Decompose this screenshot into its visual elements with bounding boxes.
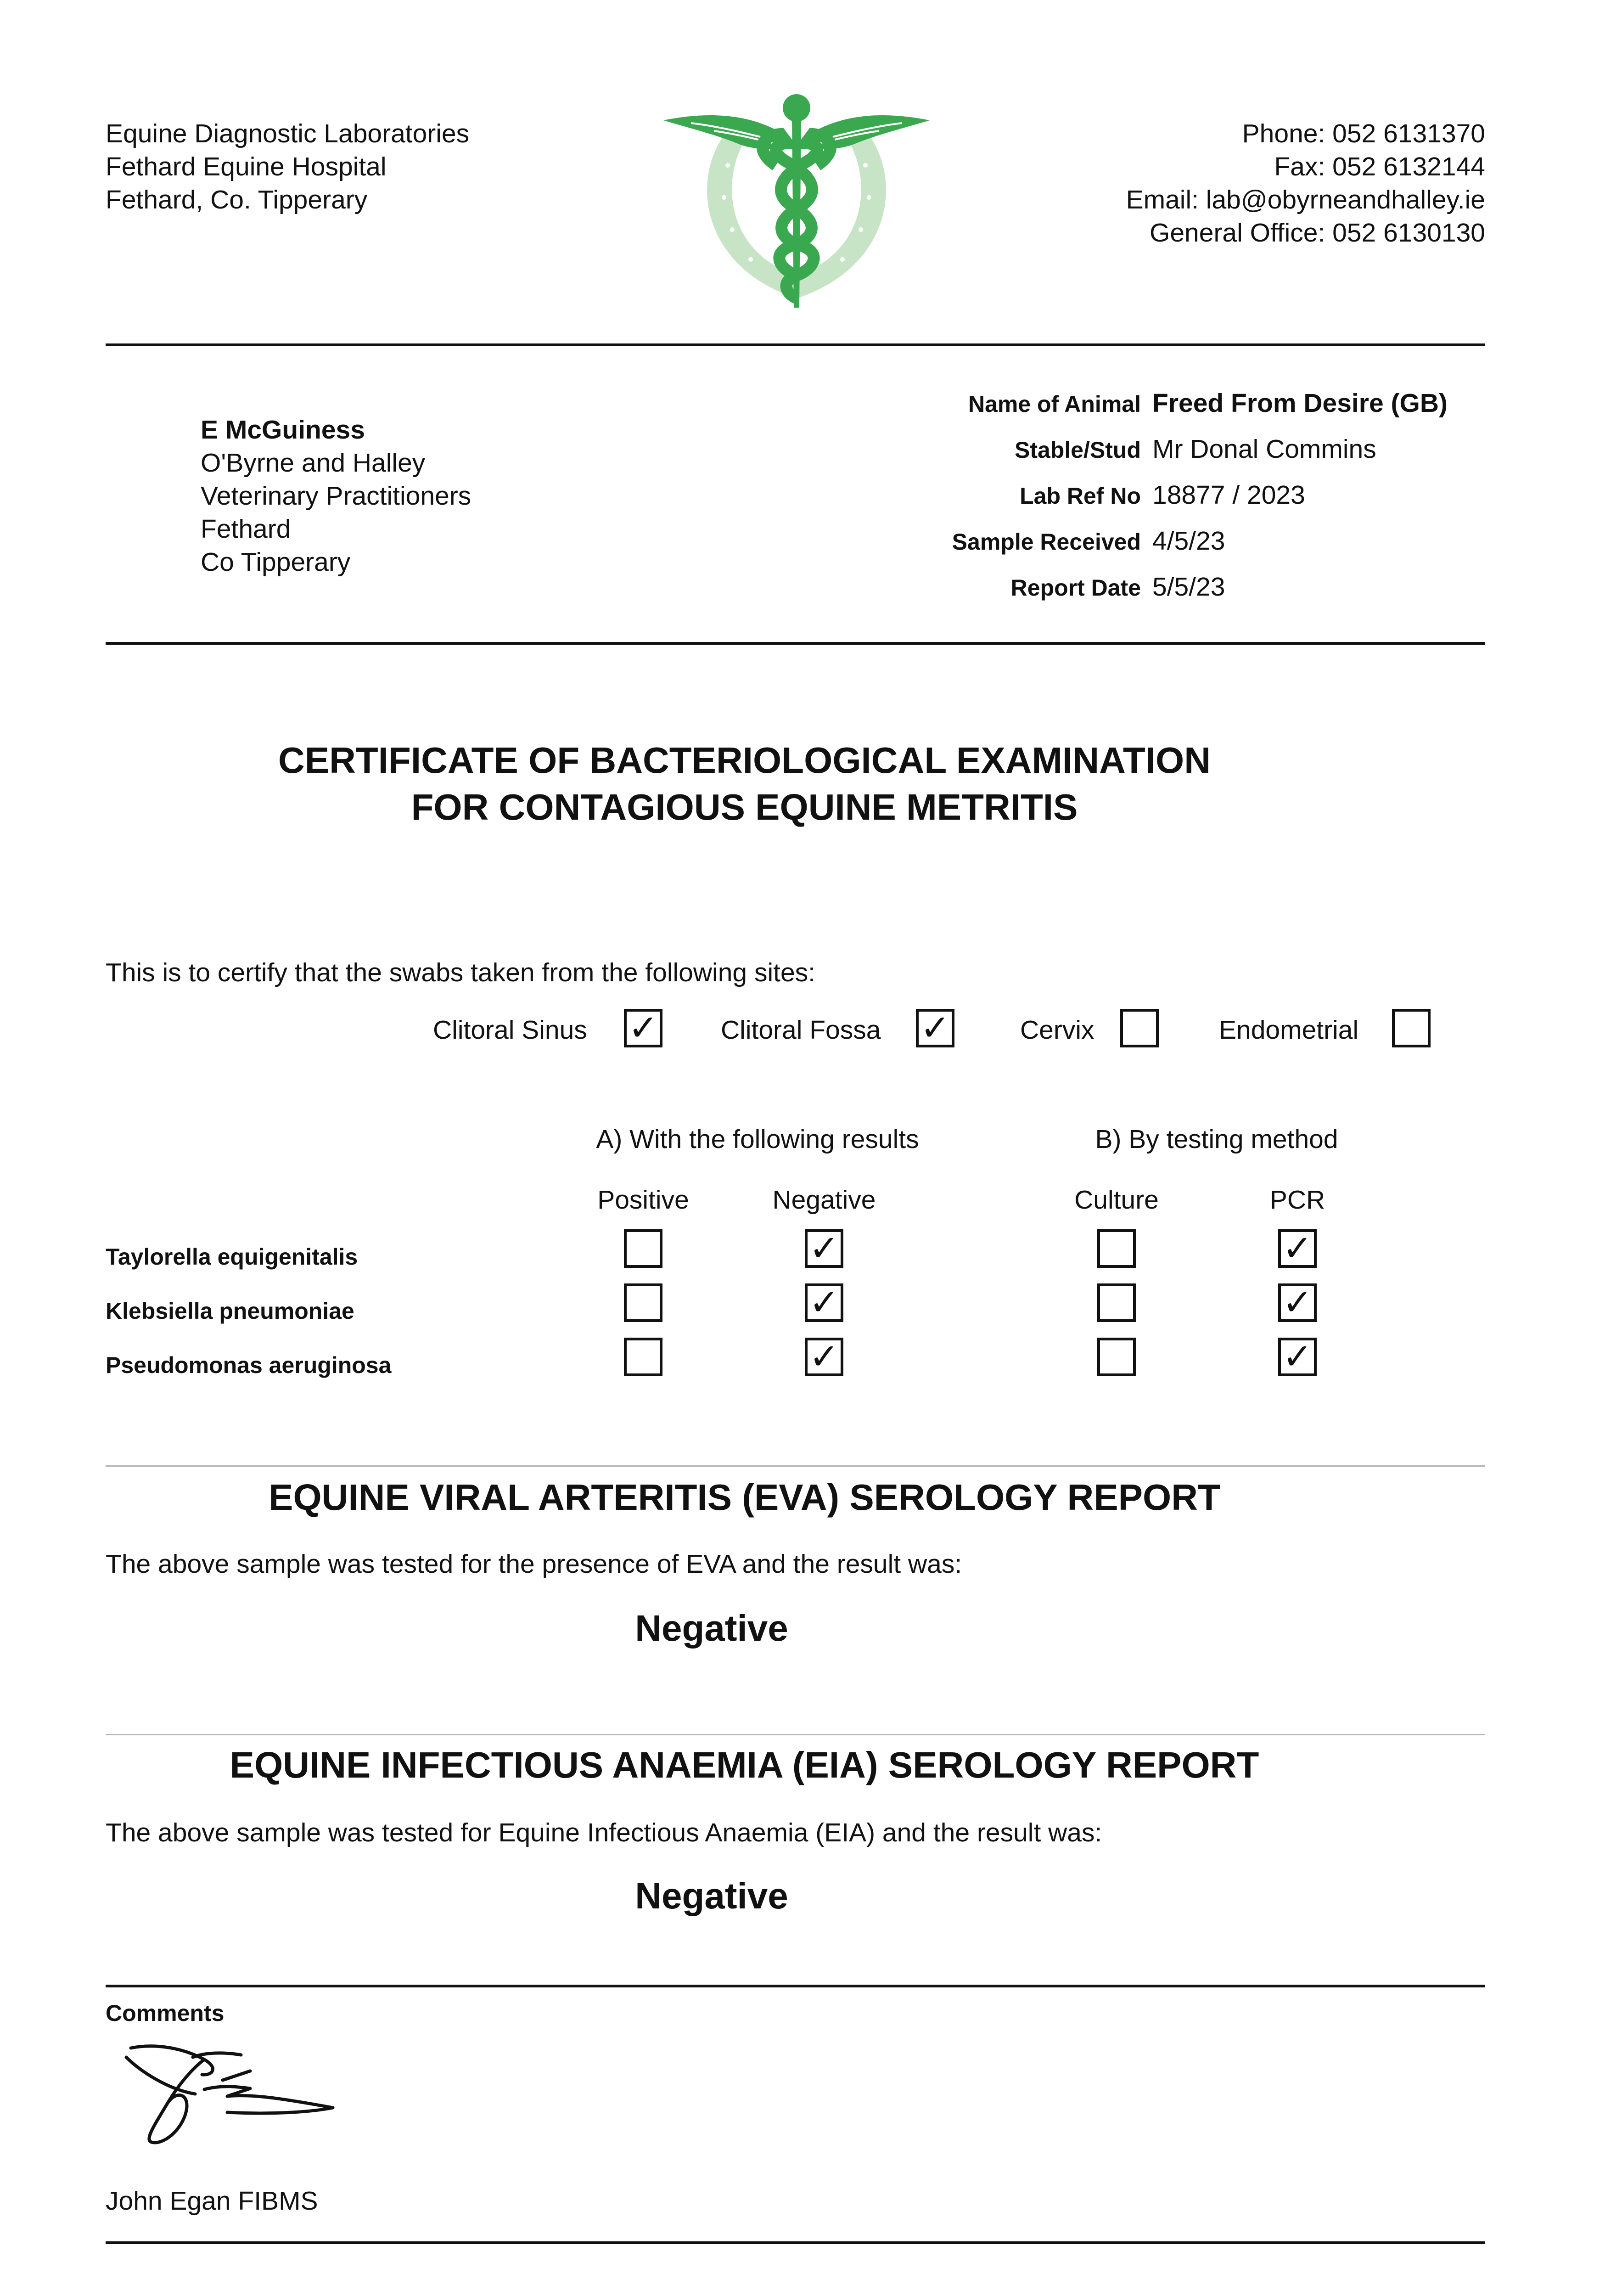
- checkbox-culture[interactable]: [1097, 1338, 1136, 1376]
- comments-label: Comments: [106, 2000, 224, 2026]
- eia-title-text: EQUINE INFECTIOUS ANAEMIA (EIA) SEROLOGY REPORT: [230, 1745, 1259, 1785]
- eia-title: [0, 1744, 1622, 1786]
- tick-icon: ✓: [809, 1336, 839, 1378]
- lab-address: [106, 117, 469, 216]
- intro-text: This is to certify that the swabs taken from the following sites:: [106, 958, 815, 987]
- recipient-address: [201, 413, 471, 579]
- site-label-clitoral-sinus: Clitoral Sinus: [433, 1015, 587, 1045]
- contact-line: General Office: 052 6130130: [1150, 218, 1485, 248]
- checkbox-culture[interactable]: [1097, 1283, 1136, 1322]
- eia-text: The above sample was tested for Equine Infectious Anaemia (EIA) and the result was:: [106, 1818, 1102, 1847]
- contact-line: Email: lab@obyrneandhalley.ie: [1126, 185, 1485, 214]
- checkbox-pcr[interactable]: [1278, 1338, 1317, 1376]
- animal-details: [799, 388, 1448, 618]
- eva-title: [0, 1476, 1622, 1519]
- checkbox-positive[interactable]: [624, 1283, 662, 1322]
- signature-icon: [112, 2039, 342, 2149]
- tick-icon: ✓: [628, 1007, 658, 1049]
- contact-line: Phone: 052 6131370: [1242, 119, 1485, 148]
- lab-address-line: Fethard Equine Hospital: [106, 152, 387, 181]
- recipient-line: O'Byrne and Halley: [201, 448, 426, 478]
- method-heading: B) By testing method: [1095, 1125, 1338, 1154]
- divider: [106, 2241, 1485, 2244]
- results-heading: A) With the following results: [596, 1125, 919, 1154]
- recipient-line: Veterinary Practitioners: [201, 481, 471, 511]
- stable-row: [799, 434, 1448, 480]
- divider: [106, 1465, 1485, 1467]
- divider: [106, 1985, 1485, 1987]
- site-checkbox-clitoral-fossa[interactable]: [916, 1009, 954, 1047]
- organism-taylorella: Taylorella equigenitalis: [106, 1244, 358, 1270]
- field-label: Report Date: [1010, 575, 1141, 601]
- tick-icon: ✓: [920, 1007, 950, 1049]
- site-checkbox-endometrial[interactable]: [1392, 1009, 1431, 1047]
- animal-name-row: [799, 388, 1448, 434]
- col-positive: Positive: [597, 1185, 689, 1215]
- caduceus-horseshoe-icon: [663, 83, 930, 312]
- certificate-title-line: CERTIFICATE OF BACTERIOLOGICAL EXAMINATION: [278, 740, 1211, 781]
- contact-line: Fax: 052 6132144: [1274, 152, 1485, 181]
- col-culture: Culture: [1074, 1185, 1159, 1215]
- site-checkbox-cervix[interactable]: [1120, 1009, 1159, 1047]
- organism-klebsiella: Klebsiella pneumoniae: [106, 1298, 354, 1324]
- signer-name: John Egan FIBMS: [106, 2186, 318, 2216]
- stable-value: Mr Donal Commins: [1152, 434, 1376, 464]
- lab-contact: [1126, 117, 1485, 249]
- eia-result: Negative: [635, 1875, 788, 1916]
- certificate-title-line: FOR CONTAGIOUS EQUINE METRITIS: [411, 787, 1078, 827]
- field-label: Stable/Stud: [1014, 437, 1141, 463]
- recipient-line: Fethard: [201, 514, 291, 544]
- field-label: Lab Ref No: [1020, 483, 1141, 509]
- checkbox-negative[interactable]: [805, 1338, 843, 1376]
- checkbox-pcr[interactable]: [1278, 1283, 1317, 1322]
- certificate-title: [0, 737, 1622, 831]
- site-label-clitoral-fossa: Clitoral Fossa: [721, 1015, 881, 1045]
- divider: [106, 343, 1485, 346]
- col-negative: Negative: [772, 1185, 876, 1215]
- field-label: Name of Animal: [968, 391, 1141, 417]
- animal-name: Freed From Desire (GB): [1152, 388, 1448, 418]
- eva-result: Negative: [635, 1608, 788, 1649]
- sample-received-row: [799, 526, 1448, 572]
- eva-text: The above sample was tested for the presence of EVA and the result was:: [106, 1549, 962, 1579]
- divider: [106, 1734, 1485, 1735]
- tick-icon: ✓: [1282, 1282, 1313, 1323]
- checkbox-positive[interactable]: [624, 1338, 662, 1376]
- tick-icon: ✓: [809, 1282, 839, 1323]
- lab-address-line: Fethard, Co. Tipperary: [106, 185, 368, 214]
- recipient-name: E McGuiness: [201, 415, 365, 445]
- lab-ref-row: [799, 480, 1448, 526]
- lab-ref-value: 18877 / 2023: [1152, 480, 1305, 510]
- field-label: Sample Received: [952, 529, 1141, 555]
- checkbox-negative[interactable]: [805, 1283, 843, 1322]
- checkbox-positive[interactable]: [624, 1229, 662, 1268]
- site-checkbox-clitoral-sinus[interactable]: [624, 1009, 662, 1047]
- col-pcr: PCR: [1269, 1185, 1325, 1215]
- site-label-cervix: Cervix: [1020, 1015, 1094, 1045]
- tick-icon: ✓: [809, 1228, 839, 1269]
- checkbox-negative[interactable]: [805, 1229, 843, 1268]
- checkbox-culture[interactable]: [1097, 1229, 1136, 1268]
- tick-icon: ✓: [1282, 1228, 1313, 1269]
- checkbox-pcr[interactable]: [1278, 1229, 1317, 1268]
- site-label-endometrial: Endometrial: [1219, 1015, 1359, 1045]
- divider: [106, 642, 1485, 645]
- organism-pseudomonas: Pseudomonas aeruginosa: [106, 1352, 392, 1378]
- recipient-line: Co Tipperary: [201, 547, 351, 577]
- report-date-value: 5/5/23: [1152, 572, 1225, 602]
- sample-received-value: 4/5/23: [1152, 526, 1225, 556]
- lab-address-line: Equine Diagnostic Laboratories: [106, 119, 470, 148]
- report-date-row: [799, 572, 1448, 618]
- eva-title-text: EQUINE VIRAL ARTERITIS (EVA) SEROLOGY REPORT: [269, 1477, 1220, 1518]
- tick-icon: ✓: [1282, 1336, 1313, 1378]
